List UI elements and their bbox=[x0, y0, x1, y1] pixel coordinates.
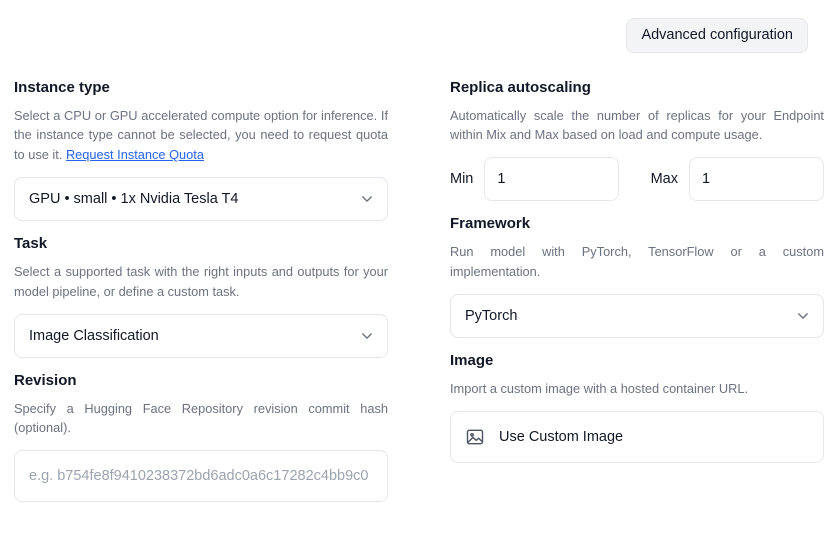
request-instance-quota-link[interactable]: Request Instance Quota bbox=[65, 147, 204, 163]
framework-description: Run model with PyTorch, TensorFlow or a custom implementation. bbox=[450, 244, 824, 279]
image-icon bbox=[465, 427, 485, 447]
framework-title: Framework bbox=[450, 215, 531, 233]
revision-description: Specify a Hugging Face Repository revision commit hash (optional). bbox=[14, 400, 388, 436]
min-replicas-input[interactable] bbox=[484, 157, 619, 201]
left-column bbox=[14, 65, 388, 511]
configuration-grid bbox=[0, 53, 824, 511]
instance-type-title: Instance type bbox=[14, 78, 110, 96]
field-framework bbox=[450, 215, 824, 338]
chevron-down-icon bbox=[360, 329, 374, 343]
right-column bbox=[450, 65, 824, 511]
image-description: Import a custom image with a hosted container URL. bbox=[450, 380, 749, 396]
field-task bbox=[14, 235, 388, 358]
use-custom-image-label: Use Custom Image bbox=[499, 428, 624, 445]
min-label: Min bbox=[450, 171, 474, 188]
instance-type-selected-value: GPU • small • 1x Nvidia Tesla T4 bbox=[29, 190, 239, 207]
framework-selected-value: PyTorch bbox=[465, 307, 518, 324]
replica-autoscaling-title: Replica autoscaling bbox=[450, 78, 591, 96]
image-title: Image bbox=[450, 351, 494, 369]
field-replica-autoscaling bbox=[450, 79, 824, 202]
field-image bbox=[450, 352, 824, 463]
task-select[interactable] bbox=[14, 314, 388, 358]
revision-title: Revision bbox=[14, 371, 77, 389]
chevron-down-icon bbox=[796, 309, 810, 323]
field-revision bbox=[14, 372, 388, 503]
max-label: Max bbox=[650, 171, 678, 188]
task-title: Task bbox=[14, 234, 48, 252]
instance-type-description bbox=[14, 106, 388, 165]
framework-select[interactable] bbox=[450, 294, 824, 338]
use-custom-image-button[interactable] bbox=[450, 411, 824, 463]
field-instance-type bbox=[14, 79, 388, 221]
replica-autoscaling-description: Automatically scale the number of replicas for your Endpoint within Mix and Max based on load and compute usage. bbox=[450, 107, 824, 143]
task-description: Select a supported task with the right inputs and outputs for your model pipeline, or define a custom task. bbox=[14, 263, 388, 299]
instance-type-select[interactable] bbox=[14, 177, 388, 221]
replica-minmax-row bbox=[450, 157, 824, 201]
advanced-configuration-button[interactable]: Advanced configuration bbox=[626, 18, 808, 53]
chevron-down-icon bbox=[360, 192, 374, 206]
advanced-configuration-row bbox=[0, 0, 824, 53]
revision-input[interactable] bbox=[14, 450, 388, 502]
instance-type-description-text: Select a CPU or GPU accelerated compute option for inference. If the instance type cannot be selected, you need to request quota to use it. bbox=[14, 107, 388, 163]
max-replicas-input[interactable] bbox=[689, 157, 824, 201]
task-selected-value: Image Classification bbox=[29, 327, 159, 344]
